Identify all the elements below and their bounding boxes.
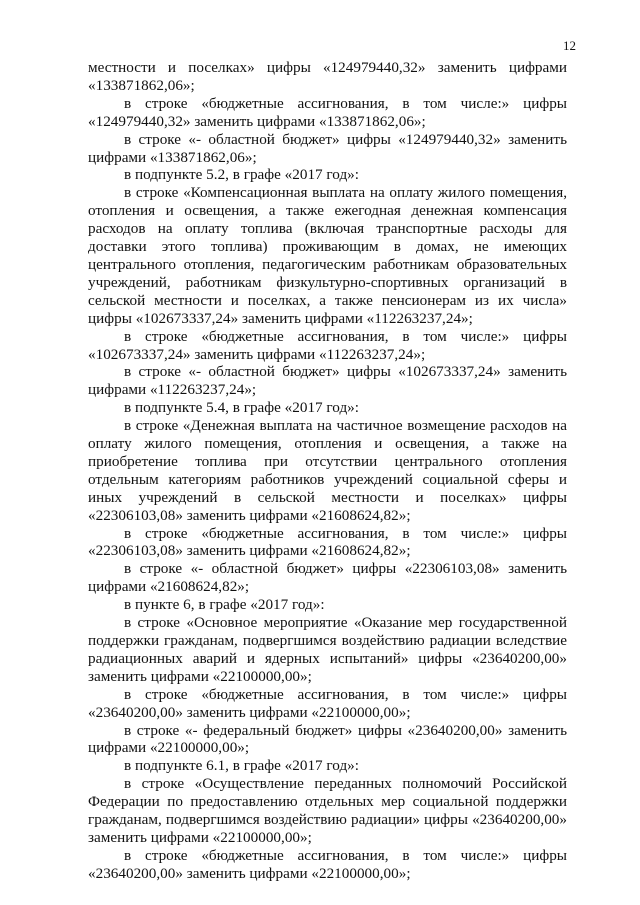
paragraph: в строке «- областной бюджет» цифры «22306103,08» заменить цифрами «21608624,82»; — [88, 560, 567, 596]
paragraph: в подпункте 6.1, в графе «2017 год»: — [124, 757, 359, 775]
paragraph: в строке «Основное мероприятие «Оказание мер государственной поддержки гражданам, подвергшимся воздействию радиации вследствие радиационных аварий и ядерных испытаний» цифры «23640200,00» заменить цифрами «22100000,00»; — [88, 614, 567, 685]
paragraph: в строке «бюджетные ассигнования, в том числе:» цифры «23640200,00» заменить цифрами «22100000,00»; — [88, 846, 567, 882]
paragraph: в строке «- областной бюджет» цифры «102673337,24» заменить цифрами «112263237,24»; — [88, 363, 567, 399]
paragraph: в подпункте 5.4, в графе «2017 год»: — [124, 399, 359, 417]
paragraph: в строке «бюджетные ассигнования, в том числе:» цифры «22306103,08» заменить цифрами «21608624,82»; — [88, 524, 567, 560]
paragraph: в строке «- федеральный бюджет» цифры «23640200,00» заменить цифрами «22100000,00»; — [88, 721, 567, 757]
paragraph: в строке «Денежная выплата на частичное возмещение расходов на оплату жилого помещения, отопления и освещения, а также на приобретение топлива при отсутствии центрального отопления отдельным категориям работников учреждений социальной сферы и иных учреждений в сельской местности и поселках» цифры «22306103,08» заменить цифрами «21608624,82»; — [88, 417, 567, 524]
paragraph: местности и поселках» цифры «124979440,32» заменить цифрами «133871862,06»; — [88, 59, 567, 94]
paragraph: в строке «бюджетные ассигнования, в том числе:» цифры «102673337,24» заменить цифрами «112263237,24»; — [88, 327, 567, 363]
page-number: 12 — [563, 38, 576, 53]
paragraph: в строке «бюджетные ассигнования, в том числе:» цифры «124979440,32» заменить цифрами «133871862,06»; — [88, 94, 567, 130]
paragraph: в строке «бюджетные ассигнования, в том числе:» цифры «23640200,00» заменить цифрами «22100000,00»; — [88, 685, 567, 721]
paragraph: в строке «Осуществление переданных полномочий Российской Федерации по предоставлению отдельных мер социальной поддержки гражданам, подвергшимся воздействию радиации» цифры «23640200,00» заменить цифрами «22100000,00»; — [88, 775, 567, 846]
paragraph: в подпункте 5.2, в графе «2017 год»: — [124, 166, 359, 184]
paragraph: в строке «Компенсационная выплата на оплату жилого помещения, отопления и освещения, а также ежегодная денежная компенсация расходов на оплату топлива (включая транспортные расходы для доставки этого топлива) проживающим в домах, не имеющих центрального отопления, педагогическим работникам образовательных учреждений, работникам физкультурно-спортивных организаций в сельской местности и поселках, а также пенсионерам из их числа» цифры «102673337,24» заменить цифрами «112263237,24»; — [88, 184, 567, 327]
paragraph: в строке «- областной бюджет» цифры «124979440,32» заменить цифрами «133871862,06»; — [88, 130, 567, 166]
document-body — [88, 59, 567, 883]
paragraph: в пункте 6, в графе «2017 год»: — [124, 596, 325, 614]
